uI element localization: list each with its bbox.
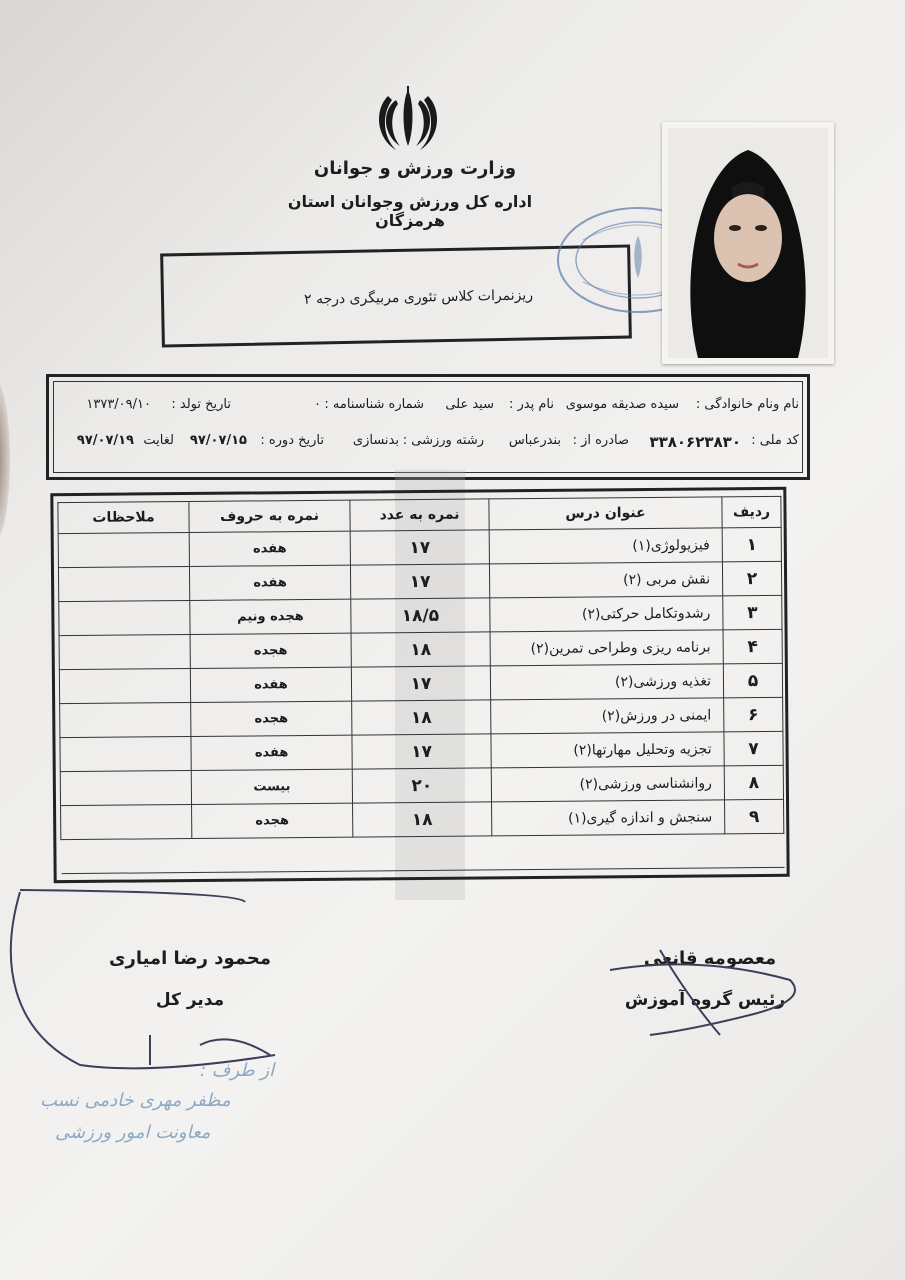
- grade-number-cell: ۱۷: [351, 666, 490, 701]
- left-signature-scribble-icon: [0, 880, 300, 1080]
- course-title-cell: رشدوتکامل حرکتی(۲): [490, 596, 723, 632]
- period-from-value: ۹۷/۰۷/۱۵: [189, 433, 247, 448]
- notes-cell: [60, 770, 191, 805]
- grade-words-cell: هجده: [191, 701, 352, 736]
- national-id-label: کد ملی :: [751, 433, 799, 448]
- empty-cell: [61, 833, 784, 873]
- birth-label: تاریخ تولد :: [171, 397, 231, 412]
- name-label: نام ونام خانوادگی :: [695, 397, 799, 412]
- grade-number-cell: ۱۷: [350, 564, 489, 599]
- right-signatory-title: رئیس گروه آموزش: [624, 990, 786, 1010]
- field-label: رشته ورزشی :: [402, 433, 484, 448]
- grade-words-cell: بیست: [191, 769, 352, 804]
- notes-cell: [59, 635, 190, 670]
- grade-number-cell: ۱۸: [351, 632, 490, 667]
- document-title: ریزنمرات کلاس تئوری مربیگری درجه ۲: [303, 287, 534, 308]
- page-edge-shadow: [0, 380, 10, 540]
- iran-emblem-icon: [372, 84, 444, 156]
- grade-number-cell: ۱۸: [353, 802, 492, 837]
- grade-words-cell: هفده: [190, 667, 351, 702]
- notes-cell: [59, 669, 190, 704]
- header-row-number: ردیف: [722, 496, 781, 528]
- notes-cell: [60, 737, 191, 772]
- father-label: نام پدر :: [509, 397, 554, 412]
- grades-table-frame: [50, 487, 789, 883]
- idno-value: ۰: [314, 397, 321, 412]
- handwritten-on-behalf: از طرف :: [200, 1060, 275, 1081]
- right-signature-scribble-icon: [600, 940, 810, 1040]
- notes-cell: [61, 804, 192, 839]
- notes-cell: [58, 567, 189, 602]
- grade-words-cell: هجده ونیم: [190, 599, 351, 634]
- header-course-title: عنوان درس: [489, 497, 722, 530]
- grades-table: [57, 496, 784, 874]
- course-title-cell: روانشناسی ورزشی(۲): [491, 766, 724, 802]
- course-title-cell: سنجش و اندازه گیری(۱): [492, 800, 725, 836]
- row-number-cell: ۸: [724, 765, 783, 800]
- grade-words-cell: هجده: [192, 803, 353, 838]
- notes-cell: [59, 601, 190, 636]
- field-value: بدنسازی: [352, 433, 399, 448]
- row-number-cell: ۹: [725, 799, 784, 834]
- grade-number-cell: ۱۸: [352, 700, 491, 735]
- course-title-cell: تجزیه وتحلیل مهارتها(۲): [491, 732, 724, 768]
- period-to-value: ۹۷/۰۷/۱۹: [76, 433, 134, 448]
- table-row-empty: [61, 833, 784, 873]
- handwritten-deputy-title: معاونت امور ورزشی: [55, 1122, 211, 1143]
- personal-info-box: [46, 374, 810, 480]
- grade-words-cell: هجده: [190, 633, 351, 668]
- grade-number-cell: ۱۷: [352, 734, 491, 769]
- grades-table-body: [58, 527, 784, 873]
- row-number-cell: ۲: [722, 561, 781, 596]
- row-number-cell: ۳: [723, 595, 782, 630]
- row-number-cell: ۷: [724, 731, 783, 766]
- issued-label: صادره از :: [572, 433, 629, 448]
- national-id-value: ۳۳۸۰۶۲۳۸۳۰: [649, 433, 741, 451]
- portrait-image: [668, 128, 828, 358]
- course-title-cell: برنامه ریزی وطراحی تمرین(۲): [490, 630, 723, 666]
- issued-value: بندرعباس: [508, 433, 561, 448]
- period-label: تاریخ دوره :: [260, 433, 324, 448]
- grade-words-cell: هفده: [189, 565, 350, 600]
- course-title-cell: ایمنی در ورزش(۲): [491, 698, 724, 734]
- idno-label: شماره شناسنامه :: [324, 397, 424, 412]
- course-title-cell: فیزیولوژی(۱): [489, 528, 722, 564]
- left-signatory-name: محمود رضا امیاری: [108, 948, 272, 969]
- course-title-cell: تغذیه ورزشی(۲): [490, 664, 723, 700]
- applicant-photo: [662, 122, 834, 364]
- header-grade-number: نمره به عدد: [350, 499, 489, 531]
- left-signatory-title: مدیر کل: [155, 990, 225, 1010]
- grade-number-cell: ۱۸/۵: [351, 598, 490, 633]
- birth-value: ۱۳۷۳/۰۹/۱۰: [86, 397, 151, 412]
- row-number-cell: ۱: [722, 527, 781, 562]
- grade-number-cell: ۲۰: [352, 768, 491, 803]
- grade-words-cell: هفده: [189, 531, 350, 566]
- notes-cell: [58, 533, 189, 568]
- period-to-label: لغایت: [143, 433, 174, 448]
- row-number-cell: ۶: [724, 697, 783, 732]
- row-number-cell: ۵: [723, 663, 782, 698]
- row-number-cell: ۴: [723, 629, 782, 664]
- course-title-cell: نقش مربی (۲): [489, 562, 722, 598]
- grade-words-cell: هفده: [191, 735, 352, 770]
- handwritten-deputy-name: مظفر مهری خادمی نسب: [40, 1090, 231, 1111]
- personal-info-inner-frame: [53, 381, 803, 473]
- grade-number-cell: ۱۷: [350, 530, 489, 565]
- header-grade-words: نمره به حروف: [189, 500, 350, 532]
- right-signatory-name: معصومه قانعی: [643, 948, 777, 969]
- father-value: سید علی: [445, 397, 494, 412]
- name-value: سیده صدیقه موسوی: [565, 397, 679, 412]
- ministry-name: وزارت ورزش و جوانان: [313, 158, 517, 179]
- notes-cell: [60, 703, 191, 738]
- header-notes: ملاحظات: [58, 502, 189, 534]
- office-name: اداره کل ورزش وجوانان استان هرمزگان: [287, 192, 533, 230]
